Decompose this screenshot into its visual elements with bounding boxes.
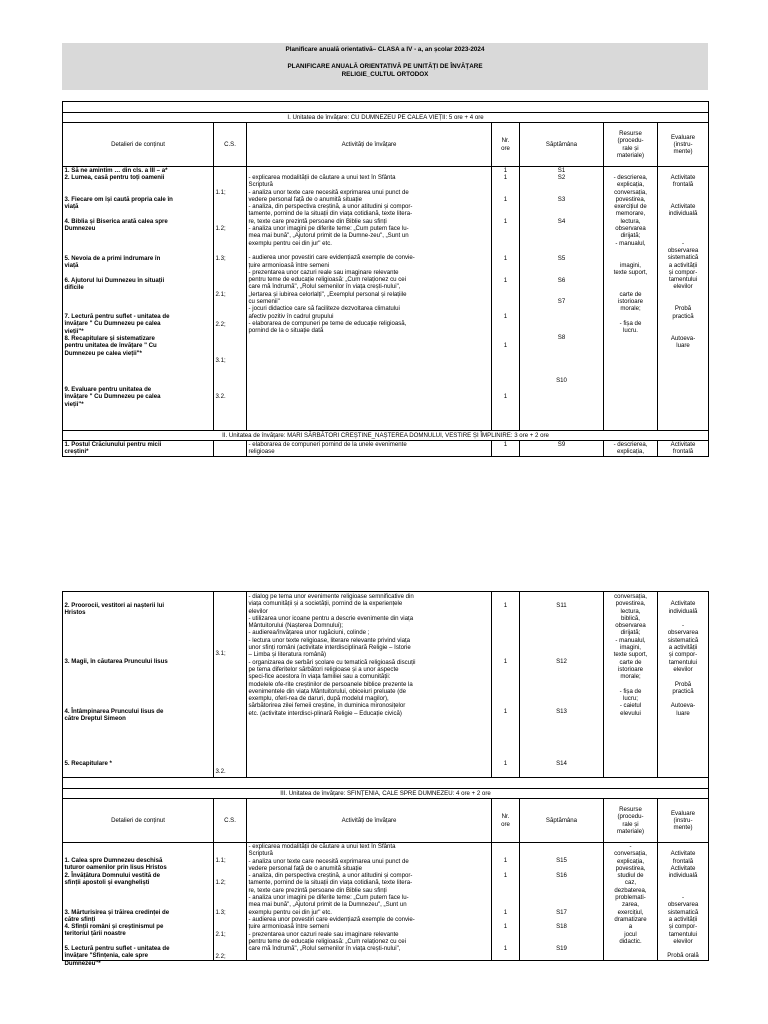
content-item: 7. Lectură pentru suflet - unitatea de învățare " Cu Dumnezeu pe calea vieții"* — [64, 313, 170, 335]
header-line-3: RELIGIE_CULTUL ORTODOX — [341, 71, 429, 78]
content-item: 5. Recapitulare * — [64, 760, 112, 767]
cs-code: 1.3; — [215, 255, 226, 262]
unit-2-cs: 3.1; 3.2. — [214, 592, 247, 778]
unit-1-hours: 1 1 1 1 1 1 1 1 1 — [492, 167, 520, 431]
col-activities: Activități de învățare — [247, 123, 492, 167]
cs-code: 1.1; — [215, 189, 226, 196]
col-cs: C.S. — [214, 123, 247, 167]
unit-3-activities: - explicarea modalității de căutare a unui text în Sfânta Scriptură - analiza unor texte care necesită exprimarea unui punct de vedere personal față de o anumită situație - analiza, din perspectiva creștină, a unor atitudini și compor- tamente, pornind de la situații din viața cotidiană, texte litera- re, texte care prezintă persoane din Biblie sau sfinți - analiza unor imagini pe diferite teme: „Cum putem face lu- mea mai bună", „Ajutorul primit de la Dumnezeu", „Sunt un exemplu pentru cei din jur" etc. - audierea unor povestiri care evidențiază exemple de convie- țuire armonioasă între semeni - prezentarea unor cazuri reale sau imaginare relevante pentru teme de educație religioasă: „Cum relaționez cu cei care mă îndrumă", „Rolul semenilor în viața crești-nului", — [247, 843, 492, 961]
unit-2-weeks: S11 S12 S13 S14 — [520, 592, 604, 778]
content-item: 3. Magii, în căutarea Pruncului Iisus — [64, 658, 168, 665]
unit-2-title: II. Unitatea de învățare: MARI SĂRBĂTORI CREȘTINE_NAȘTEREA DOMNULUI, VESTIRE ȘI ÎMPLINIRE: 3 ore + 2 ore — [63, 431, 709, 441]
column-header-row — [63, 123, 709, 167]
blank-row — [63, 102, 709, 113]
unit-3-eval: Activitate frontală Activitate individuală - observarea sistematică a activității și compor- tamentului elevilor Probă orală — [658, 843, 709, 961]
activities-cell: - elaborarea de compuneri pornind de la unele evenimente religioase — [247, 441, 492, 457]
resources-cell: - descrierea, explicația, — [604, 441, 658, 457]
blank-row — [63, 778, 709, 789]
col-week: Săptămâna — [520, 799, 604, 843]
col-hours: Nr. ore — [492, 123, 520, 167]
col-resources: Resurse (procedu- rale și materiale) — [604, 123, 658, 167]
cs-code: 1.2; — [215, 225, 226, 232]
content-item: 4. Sfinții români și creștinismul pe teritoriul țării noastre — [64, 923, 164, 938]
col-activities: Activități de învățare — [247, 799, 492, 843]
hours-cell: 1 — [492, 441, 520, 457]
col-hours: Nr. ore — [492, 799, 520, 843]
content-item: 5. Nevoia de a primi îndrumare în viață — [64, 255, 161, 270]
unit-2-resources: conversația, povestirea, lectura, biblică, observarea dirijată; - manualul, imagini, texte suport, carte de istorioare morale; - fișa de lucru; - caietul elevului — [604, 592, 658, 778]
cs-code: 3.2. — [215, 393, 226, 400]
unit-1-title: I. Unitatea de învățare: CU DUMNEZEU PE CALEA VIEȚII: 5 ore + 4 ore — [63, 113, 709, 123]
content-item: 6. Ajutorul lui Dumnezeu în situații dificile — [64, 277, 165, 292]
unit-2-contents — [63, 592, 214, 778]
planning-table-part-1 — [62, 101, 708, 457]
cs-cell — [214, 441, 247, 457]
document-header — [62, 43, 708, 90]
content-item: 2. Lumea, casă pentru toți oamenii — [64, 174, 165, 182]
unit-3-hours: 1 1 1 1 1 — [492, 843, 520, 961]
unit-3-body — [63, 843, 709, 961]
unit-2-row-1 — [63, 441, 709, 457]
content-item: 8. Recapitulare și sistematizare pentru unitatea de învățare " Cu Dumnezeu pe calea vieții"* — [64, 335, 157, 357]
week-cell: S9 — [520, 441, 604, 457]
unit-2-eval: Activitate individuală - observarea sistematică a activității și compor- tamentului elevilor Probă practică Autoeva- luare — [658, 592, 709, 778]
content-item: 1. Să ne amintim … din cls. a III – a* — [64, 167, 168, 174]
unit-1-body — [63, 167, 709, 431]
content-item: 2. Învățătura Domnului vestită de sfinții apostoli și evangheliști — [64, 872, 160, 887]
unit-2-hours: 1 1 1 1 — [492, 592, 520, 778]
unit-1-eval: Activitate frontală Activitate individuală - observarea sistematică a activității și compor- tamentului elevilor Probă practică Autoeva- luare — [658, 167, 709, 431]
content-item: 5. Lectură pentru suflet - unitatea de învățare "Sfințenia, cale spre Dumnezeu"* — [64, 945, 170, 967]
content-item: 3. Fiecare om își caută propria cale în viață — [64, 196, 173, 211]
unit-1-weeks: S1 S2 S3 S4 S5 S6 S7 S8 S10 — [520, 167, 604, 431]
unit-2-body — [63, 592, 709, 778]
unit-1-resources: - descrierea, explicația, conversația, povestirea, exercițiul de memorare, lectura, observarea dirijată; - manualul, imagini, texte suport, carte de istorioare morale; - fișa de lucru. — [604, 167, 658, 431]
planning-table-part-2 — [62, 591, 708, 967]
eval-cell: Activitate frontală — [658, 441, 709, 457]
col-cs: C.S. — [214, 799, 247, 843]
content-item: 4. Întâmpinarea Pruncului Iisus de către Dreptul Simeon — [64, 708, 164, 723]
unit-1-activities: - explicarea modalității de căutare a unui text în Sfânta Scriptură - analiza unor texte care necesită exprimarea unui punct de vedere personal față de o anumită situație - analiza, din perspectiva creștină, a unor atitudini și compor- tamente, pornind de la situații din viața cotidiană, texte litera- re, texte care prezintă persoane din Biblie sau sfinți - analiza unor imagini pe diferite teme: „Cum putem face lu- mea mai bună", „Ajutorul primit de la Dumne-zeu", „Sunt un exemplu pentru cei din jur" etc. - audierea unor povestiri care evidențiază exemple de convie- țuire armonioasă între semeni - prezentarea unor cazuri reale sau imaginare relevante pentru teme de educație religioasă: „Cum relaționez cu cei care mă îndrumă", „Rolul semenilor în viața crești-nului", „Iertarea și iubirea celorlalți", „Exemplul personal și relațiile cu semenii" - jocuri didactice care să faciliteze dezvoltarea climatului afectiv pozitiv în cadrul grupului - elaborarea de compuneri pe teme de educație religioasă, pornind de la o situație dată — [247, 167, 492, 431]
unit-1-cs — [214, 167, 247, 431]
unit-2-activities: - dialog pe tema unor evenimente religioase semnificative din viața comunității și a societății, pornind de la experiențele elevilor - utilizarea unor icoane pentru a descrie evenimente din viața Mântuitorului (Nașterea Domnului); - audierea/învățarea unor rugăciuni, colinde ; - lectura unor texte religioase, literare relevante privind viața unor sfinți români (activitate interdisciplinară Religie – Istorie – Limba și literatura română) - organizarea de serbări școlare cu tematică religioasă discuții pe tema diferitelor sărbători religioase și a unor aspecte speci-fice acestora în viața familiei sau a comunității: modelele ofe-rite creștinilor de persoanele biblice prezente la evenimentele din viața Mântuitorului, obiceiuri preluate (de exemplu, oferi-rea de daruri, după modelul magilor), sărbătorirea zilei femeii creștine, în duminica mironosițelor etc. (activitate interdisci-plinară Religie – Educație civică) — [247, 592, 492, 778]
cs-code: 2.1; — [215, 291, 226, 298]
unit-3-weeks: S15 S16 S17 S18 S19 — [520, 843, 604, 961]
col-eval: Evaluare (instru- mente) — [658, 799, 709, 843]
column-header-row — [63, 799, 709, 843]
unit-3-resources: - conversația, explicația, povestirea, studiul de caz, dezbaterea, problemati- zarea, exercițiul, dramatizare a jocul didactic. — [604, 843, 658, 961]
col-content: Detalieri de conținut — [63, 799, 214, 843]
cs-code: 3.1; — [215, 357, 226, 364]
unit-1-contents — [63, 167, 214, 431]
unit-3-contents — [63, 843, 214, 967]
header-line-1: Planificare anuală orientativă– CLASA a IV - a, an școlar 2023-2024 — [285, 46, 485, 53]
cs-code: 2.2; — [215, 321, 226, 328]
content-item: 3. Mărturisirea și trăirea credinței de către sfinți — [64, 909, 170, 924]
content-item: 2. Proorocii, vestitori ai nașterii lui Hristos — [64, 602, 165, 617]
col-eval: Evaluare (instru- mente) — [658, 123, 709, 167]
col-resources: Resurse (procedu- rale și materiale) — [604, 799, 658, 843]
col-week: Săptămâna — [520, 123, 604, 167]
unit-3-title: III. Unitatea de învățare: SFINȚENIA, CALE SPRE DUMNEZEU: 4 ore + 2 ore — [63, 789, 709, 799]
header-line-2: PLANIFICARE ANUALĂ ORIENTATIVĂ PE UNITĂȚI DE ÎNVĂȚARE — [287, 63, 483, 70]
col-content: Detalieri de conținut — [63, 123, 214, 167]
content-item: 1. Postul Crăciunului pentru micii creștini* — [63, 441, 214, 457]
unit-3-cs: 1.1; 1.2; 1.3; 2.1; 2.2; — [214, 843, 247, 961]
content-item: 4. Biblia și Biserica arată calea spre Dumnezeu — [64, 218, 168, 233]
content-item: 1. Calea spre Dumnezeu deschisă tuturor oamenilor prin Iisus Hristos — [64, 857, 167, 872]
content-item: 9. Evaluare pentru unitatea de învățare " Cu Dumnezeu pe calea vieții"* — [64, 386, 161, 408]
